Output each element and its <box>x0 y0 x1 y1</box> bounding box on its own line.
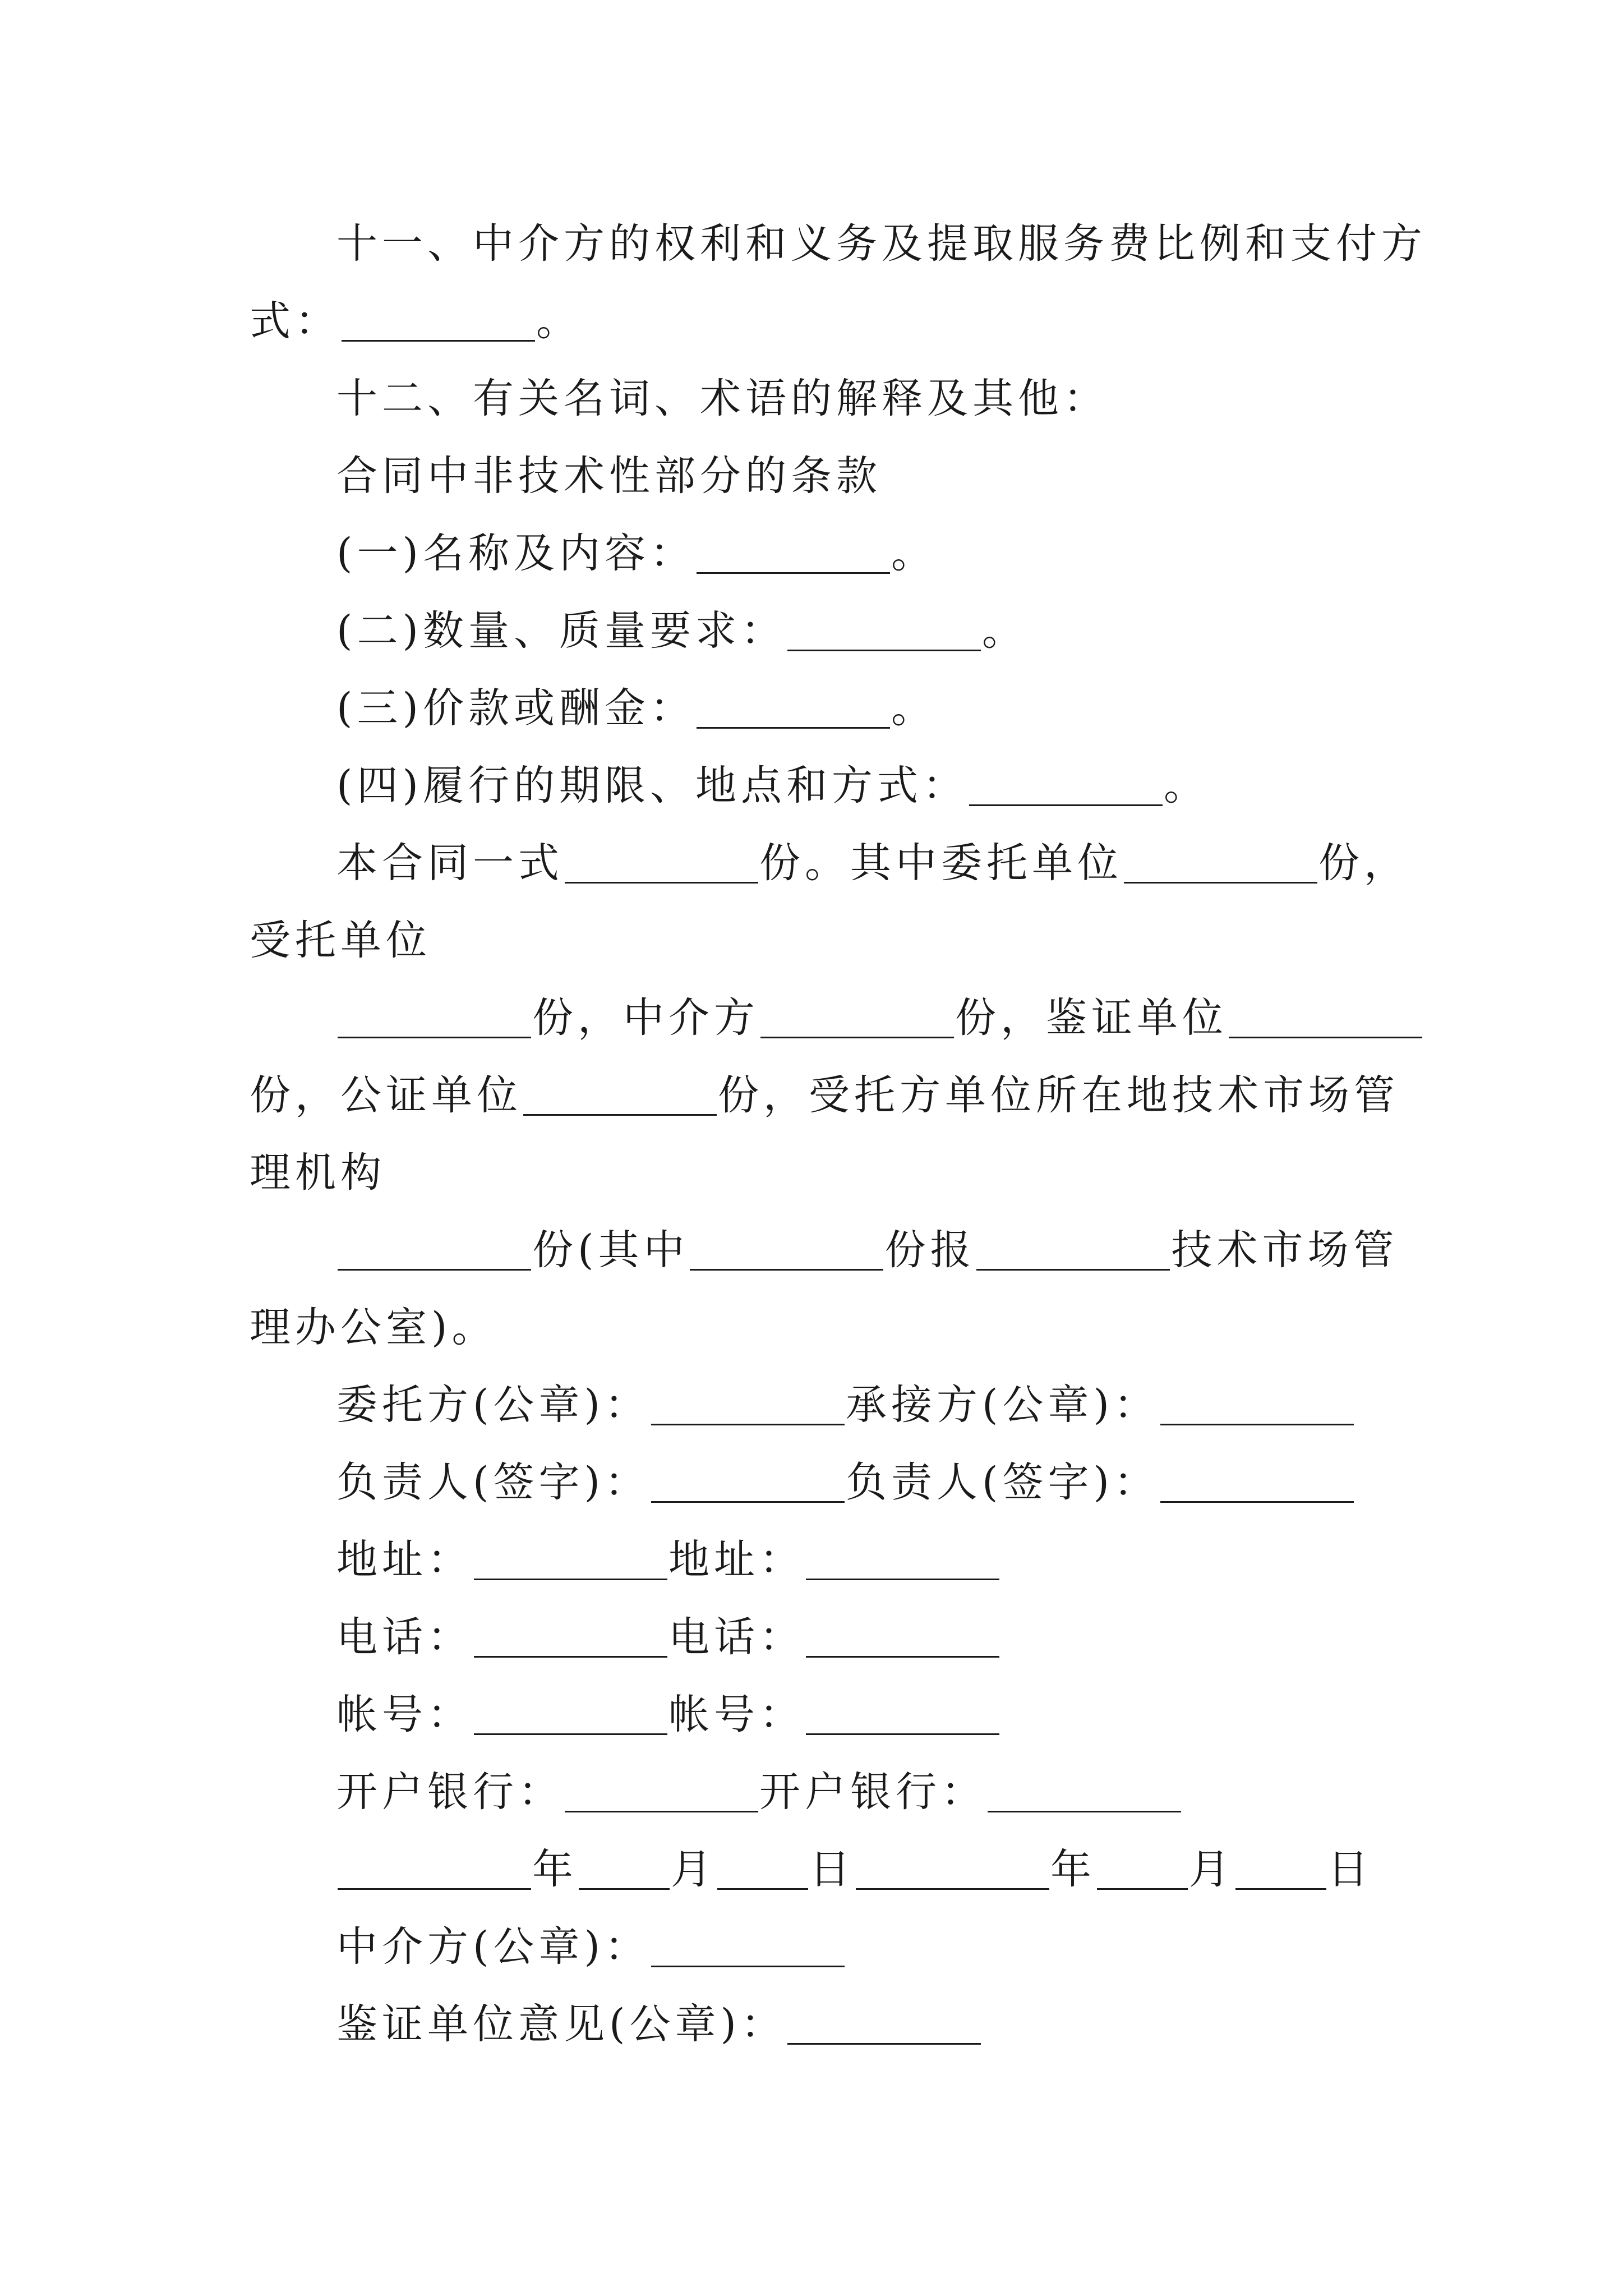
punct: 。 <box>981 607 1027 655</box>
label: 电话： <box>336 1613 473 1661</box>
label: 电话： <box>668 1613 805 1661</box>
label: 日 <box>1327 1846 1373 1893</box>
label: 理办公室)。 <box>250 1304 497 1351</box>
phone-line <box>336 1607 1475 1668</box>
punct: 。 <box>891 530 937 577</box>
fill-blank[interactable] <box>697 727 890 729</box>
label: 份，公证单位 <box>250 1071 522 1119</box>
label: 承接方(公章)： <box>845 1381 1159 1429</box>
fill-blank[interactable] <box>579 1888 670 1890</box>
copies-line <box>336 832 1475 894</box>
heading-text: 合同中非技术性部分的条款 <box>336 452 882 500</box>
copies-line-2 <box>250 910 1388 972</box>
label: (四)履行的期限、地点和方式： <box>336 762 968 809</box>
label: (二)数量、质量要求： <box>336 607 786 655</box>
label: 月 <box>1189 1846 1234 1893</box>
fill-blank[interactable] <box>787 650 981 651</box>
date-line <box>336 1839 1475 1901</box>
fill-blank[interactable] <box>760 1037 954 1038</box>
fill-blank[interactable] <box>988 1811 1181 1812</box>
fill-blank[interactable] <box>1229 1037 1422 1038</box>
label: 负责人(签字)： <box>336 1458 650 1506</box>
label: 理机构 <box>250 1149 386 1197</box>
clause-11-line <box>336 213 1475 275</box>
fill-blank[interactable] <box>690 1269 883 1271</box>
label: 技术市场管 <box>1171 1226 1399 1274</box>
punct: 。 <box>891 684 937 732</box>
authentication-opinion-line <box>336 1994 1475 2055</box>
label: 日 <box>809 1846 855 1893</box>
label: 开户银行： <box>336 1768 564 1816</box>
label: 年 <box>532 1846 578 1893</box>
copies-line-3 <box>336 987 1475 1049</box>
fill-blank[interactable] <box>338 1037 531 1038</box>
fill-blank[interactable] <box>651 1424 845 1425</box>
fill-blank[interactable] <box>1124 882 1317 884</box>
label: 地址： <box>336 1536 473 1584</box>
label: 份，鉴证单位 <box>955 994 1228 1042</box>
fill-blank[interactable] <box>787 2043 981 2045</box>
label: 帐号： <box>668 1691 805 1738</box>
fill-blank[interactable] <box>697 572 890 574</box>
clause-11-cont-line <box>250 291 1388 352</box>
label: 帐号： <box>336 1691 473 1738</box>
signature-person-line <box>336 1452 1475 1513</box>
fill-blank[interactable] <box>651 1501 845 1503</box>
label: (一)名称及内容： <box>336 530 695 577</box>
label: 地址： <box>668 1536 805 1584</box>
fill-blank[interactable] <box>474 1656 667 1658</box>
label: 份，中介方 <box>532 994 759 1042</box>
account-line <box>336 1684 1475 1746</box>
clause-12-line <box>336 368 1475 430</box>
fill-blank[interactable] <box>806 1733 999 1735</box>
label: 年 <box>1050 1846 1096 1893</box>
fill-blank[interactable] <box>474 1579 667 1580</box>
label: 份。其中委托单位 <box>759 839 1123 887</box>
fill-blank[interactable] <box>1160 1424 1354 1425</box>
fill-blank[interactable] <box>338 1269 531 1271</box>
bank-line <box>336 1761 1475 1823</box>
clause-11-text: 十一、中介方的权利和义务及提取服务费比例和支付方 <box>336 220 1427 268</box>
label: 负责人(签字)： <box>845 1458 1159 1506</box>
label: (三)价款或酬金： <box>336 684 695 732</box>
signature-seal-line <box>336 1374 1475 1436</box>
fill-blank[interactable] <box>523 1114 717 1116</box>
intermediary-seal-line <box>336 1916 1475 1978</box>
label: 份，受托方单位所在地技术市场管 <box>718 1071 1399 1119</box>
address-line <box>336 1529 1475 1591</box>
copies-line-5 <box>250 1142 1388 1204</box>
label: 份报 <box>884 1226 976 1274</box>
label: 受托单位 <box>250 917 431 964</box>
label: 本合同一式 <box>336 839 564 887</box>
fill-blank[interactable] <box>806 1656 999 1658</box>
fill-blank[interactable] <box>806 1579 999 1580</box>
copies-line-4 <box>250 1065 1399 1126</box>
fill-blank[interactable] <box>565 882 758 884</box>
fill-blank[interactable] <box>474 1733 667 1735</box>
fill-blank[interactable] <box>969 804 1163 806</box>
punct: 。 <box>1163 762 1209 809</box>
label: 份， <box>1318 839 1409 887</box>
copies-line-7 <box>250 1297 1388 1359</box>
fill-blank[interactable] <box>856 1888 1049 1890</box>
label: 开户银行： <box>759 1768 986 1816</box>
label: 份(其中 <box>532 1226 689 1274</box>
fill-blank[interactable] <box>651 1966 845 1967</box>
fill-blank[interactable] <box>565 1811 758 1812</box>
item-1-line <box>336 523 1475 585</box>
item-4-line <box>336 755 1475 817</box>
fill-blank[interactable] <box>1097 1888 1188 1890</box>
fill-blank[interactable] <box>717 1888 808 1890</box>
label: 鉴证单位意见(公章)： <box>336 2000 786 2048</box>
fill-blank[interactable] <box>976 1269 1170 1271</box>
copies-line-6 <box>336 1220 1475 1281</box>
label: 式： <box>250 297 340 345</box>
item-3-line <box>336 678 1475 739</box>
fill-blank[interactable] <box>1235 1888 1326 1890</box>
fill-blank[interactable] <box>342 340 535 342</box>
section-heading <box>336 445 1475 507</box>
clause-12-text: 十二、有关名词、术语的解释及其他： <box>336 375 1109 422</box>
fill-blank[interactable] <box>338 1888 531 1890</box>
label: 委托方(公章)： <box>336 1381 650 1429</box>
label: 中介方(公章)： <box>336 1923 650 1971</box>
label: 月 <box>671 1846 716 1893</box>
punct: 。 <box>536 297 582 345</box>
fill-blank[interactable] <box>1160 1501 1354 1503</box>
item-2-line <box>336 600 1475 662</box>
